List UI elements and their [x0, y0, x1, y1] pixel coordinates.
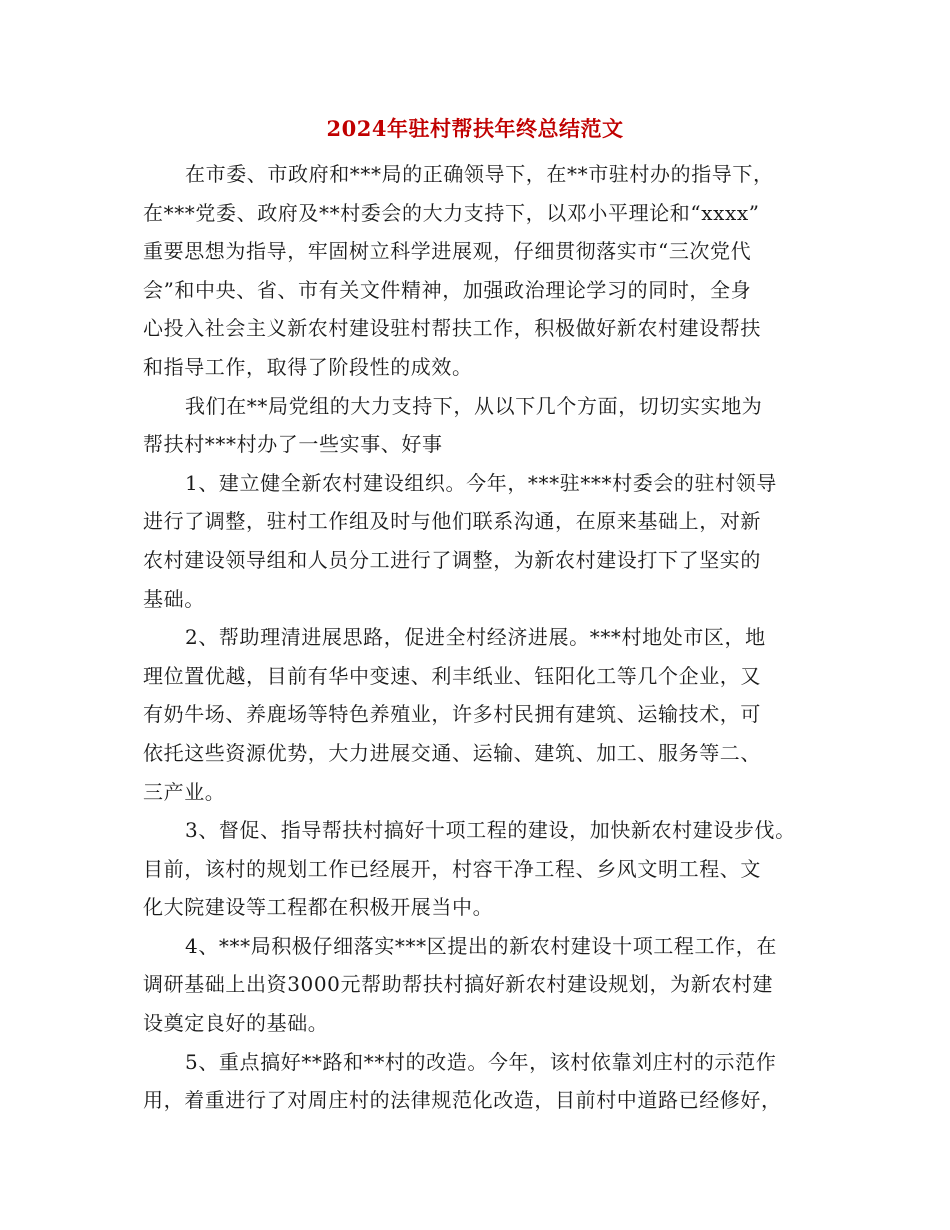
text-line: 设奠定良好的基础。: [143, 1011, 329, 1036]
text-line: 会”和中央、省、市有关文件精神，加强政治理论学习的同时，全身: [143, 277, 752, 302]
text-line: 3、督促、指导帮扶村搞好十项工程的建设，加快新农村建设步伐。: [185, 818, 796, 843]
text-line: 在市委、市政府和***局的正确领导下，在**市驻村办的指导下，: [185, 162, 774, 186]
text-line: 重要思想为指导，牢固树立科学进展观，仔细贯彻落实市“三次党代: [143, 239, 752, 264]
paragraph: [143, 1043, 809, 1120]
paragraph: [143, 927, 809, 1043]
text-line: 我们在**局党组的大力支持下，从以下几个方面，切切实实地为: [185, 393, 763, 418]
paragraph: [143, 811, 809, 927]
text-line: 和指导工作，取得了阶段性的成效。: [143, 354, 473, 379]
text-line: 4、***局积极仔细落实***区提出的新农村建设十项工程工作，在: [185, 933, 777, 958]
document-title: 2024年驻村帮扶年终总结范文: [326, 116, 624, 141]
text-line: 2、帮助理清进展思路，促进全村经济进展。***村地处市区，地: [185, 625, 766, 650]
text-line: 农村建设领导组和人员分工进行了调整，为新农村建设打下了坚实的: [143, 547, 761, 572]
paragraph: [143, 387, 809, 464]
text-line: 三产业。: [143, 779, 226, 804]
text-line: 心投入社会主义新农村建设驻村帮扶工作，积极做好新农村建设帮扶: [143, 316, 761, 341]
text-line: 调研基础上出资3000元帮助帮扶村搞好新农村建设规划，为新农村建: [143, 972, 774, 997]
text-line: 基础。: [143, 586, 205, 611]
paragraph: [143, 464, 809, 618]
text-line: 5、重点搞好**路和**村的改造。今年，该村依靠刘庄村的示范作: [185, 1049, 777, 1074]
text-line: 在***党委、政府及**村委会的大力支持下，以邓小平理论和“xxxx”: [143, 200, 760, 225]
text-line: 用，着重进行了对周庄村的法律规范化改造，目前村中道路已经修好，: [143, 1088, 782, 1113]
paragraph: [143, 618, 809, 811]
text-line: 化大院建设等工程都在积极开展当中。: [143, 895, 494, 920]
text-line: 1、建立健全新农村建设组织。今年，***驻***村委会的驻村领导: [185, 470, 777, 495]
text-line: 理位置优越，目前有华中变速、利丰纸业、钰阳化工等几个企业，又: [143, 663, 761, 688]
text-line: 目前，该村的规划工作已经展开，村容干净工程、乡风文明工程、文: [143, 856, 761, 881]
text-line: 帮扶村***村办了一些实事、好事: [143, 432, 443, 457]
paragraph: [143, 155, 809, 387]
document-body: [143, 155, 809, 1120]
text-line: 有奶牛场、养鹿场等特色养殖业，许多村民拥有建筑、运输技术，可: [143, 702, 761, 727]
text-line: 依托这些资源优势，大力进展交通、运输、建筑、加工、服务等二、: [143, 740, 761, 765]
text-line: 进行了调整，驻村工作组及时与他们联系沟通，在原来基础上，对新: [143, 509, 761, 534]
